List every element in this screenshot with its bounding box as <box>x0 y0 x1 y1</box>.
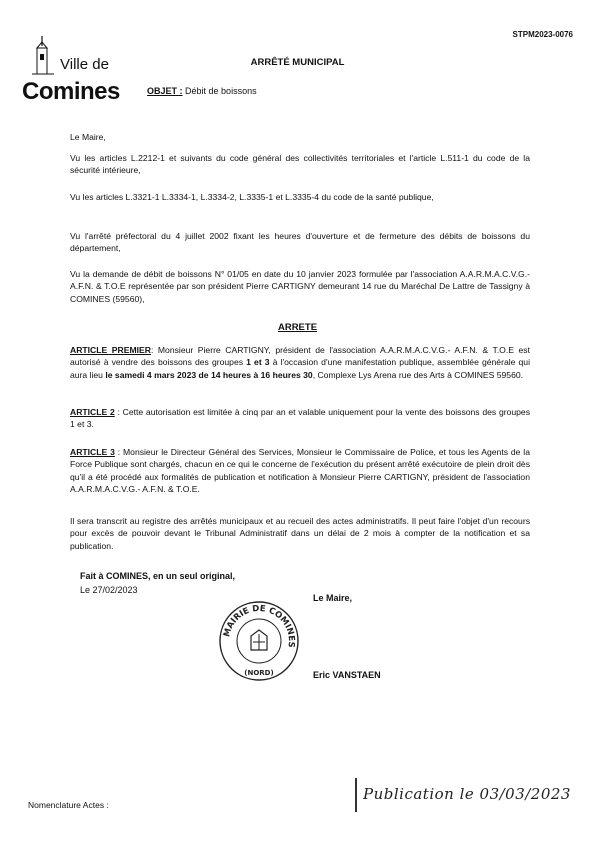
objet-line <box>147 86 257 96</box>
nomenclature-label: Nomenclature Actes : <box>28 800 109 810</box>
le-maire-label: Le Maire, <box>313 593 353 603</box>
logo-comines: Comines <box>22 78 120 105</box>
arrete-heading: ARRETE <box>277 322 318 333</box>
mairie-stamp-icon <box>218 600 300 682</box>
article-1-text-a: : Monsieur Pierre CARTIGNY, président de l'association A.A.R.M.A.C.V.G.- A.F.N. & T.O.E est autorisé à vendre des boissons des groupes <box>70 345 530 368</box>
reference-number: STPM2023-0076 <box>512 30 573 39</box>
vu-paragraph-4: Vu la demande de débit de boissons N° 01/05 en date du 10 janvier 2023 formulée par l'association A.A.R.M.A.C.V.G.- A.F.N. & T.O.E représentée par son président Pierre CARTIGNY demeurant 14 rue du Maréchal De Lattre de Tassigny à COMINES (59560), <box>70 269 530 304</box>
vu-paragraph-3: Vu l'arrêté préfectoral du 4 juillet 2002 fixant les heures d'ouverture et de fermeture des débits de boissons du département, <box>70 231 530 254</box>
article-3-text: : Monsieur le Directeur Général des Services, Monsieur le Commissaire de Police, et tous les Agents de la Force Publique sont chargés, chacun en ce qui le concerne de l'exécution du présent arrêté exécutoire de plein droit dès qu'il a été procédé aux formalités de publication et notification à Monsieur Pierre CARTIGNY, président de l'association A.A.R.M.A.C.V.G.- A.F.N. & T.O.E. <box>70 447 530 495</box>
article-1-text-c: , Complexe Lys Arena rue des Arts à COMINES 59560. <box>312 369 524 380</box>
signature-date: Le 27/02/2023 <box>80 585 138 595</box>
article-3-label: ARTICLE 3 <box>70 447 115 457</box>
article-3 <box>70 446 530 496</box>
fait-a-comines: Fait à COMINES, en un seul original, <box>80 571 236 581</box>
intro: Le Maire, <box>70 132 106 142</box>
article-1-text-b: à l'occasion d'une manifestation publique, assemblée générale qui aura lieu <box>70 357 530 380</box>
mayor-name: Eric VANSTAEN <box>313 670 381 680</box>
objet-text: Débit de boissons <box>185 86 257 96</box>
vu-paragraph-2: Vu les articles L.3321-1 L.3334-1, L.3334-2, L.3335-1 et L.3335-4 du code de la santé publique, <box>70 192 434 202</box>
article-1 <box>70 344 530 381</box>
stamp-subtext: (NORD) <box>244 669 274 677</box>
recours-paragraph: Il sera transcrit au registre des arrêtés municipaux et au recueil des actes administratifs. Il peut faire l'objet d'un recours pour excès de pouvoir devant le Tribunal Administratif dans un délai de 2 mois à compter de la notification et sa publication. <box>70 516 530 551</box>
article-1-label: ARTICLE PREMIER <box>70 345 151 355</box>
article-1-date: le samedi 4 mars 2023 de 14 heures à 16 heures 30 <box>105 369 313 380</box>
objet-label: OBJET : <box>147 86 183 96</box>
article-2 <box>70 406 530 431</box>
document-title: ARRÊTÉ MUNICIPAL <box>250 57 345 68</box>
vu-paragraph-1: Vu les articles L.2212-1 et suivants du code général des collectivités territoriales et l'article L.511-1 du code de la sécurité intérieure, <box>70 153 530 176</box>
handwritten-publication-note: Publication le 03/03/2023 <box>363 785 571 803</box>
logo-ville-de: Ville de <box>60 56 109 73</box>
handwritten-bracket <box>355 778 357 812</box>
article-1-groups: 1 et 3 <box>246 357 270 368</box>
article-2-text: : Cette autorisation est limitée à cinq par an et valable uniquement pour la vente des boissons des groupes 1 et 3. <box>70 407 530 430</box>
article-2-label: ARTICLE 2 <box>70 407 115 417</box>
stamp-text: MAIRIE DE COMINES <box>222 603 297 649</box>
